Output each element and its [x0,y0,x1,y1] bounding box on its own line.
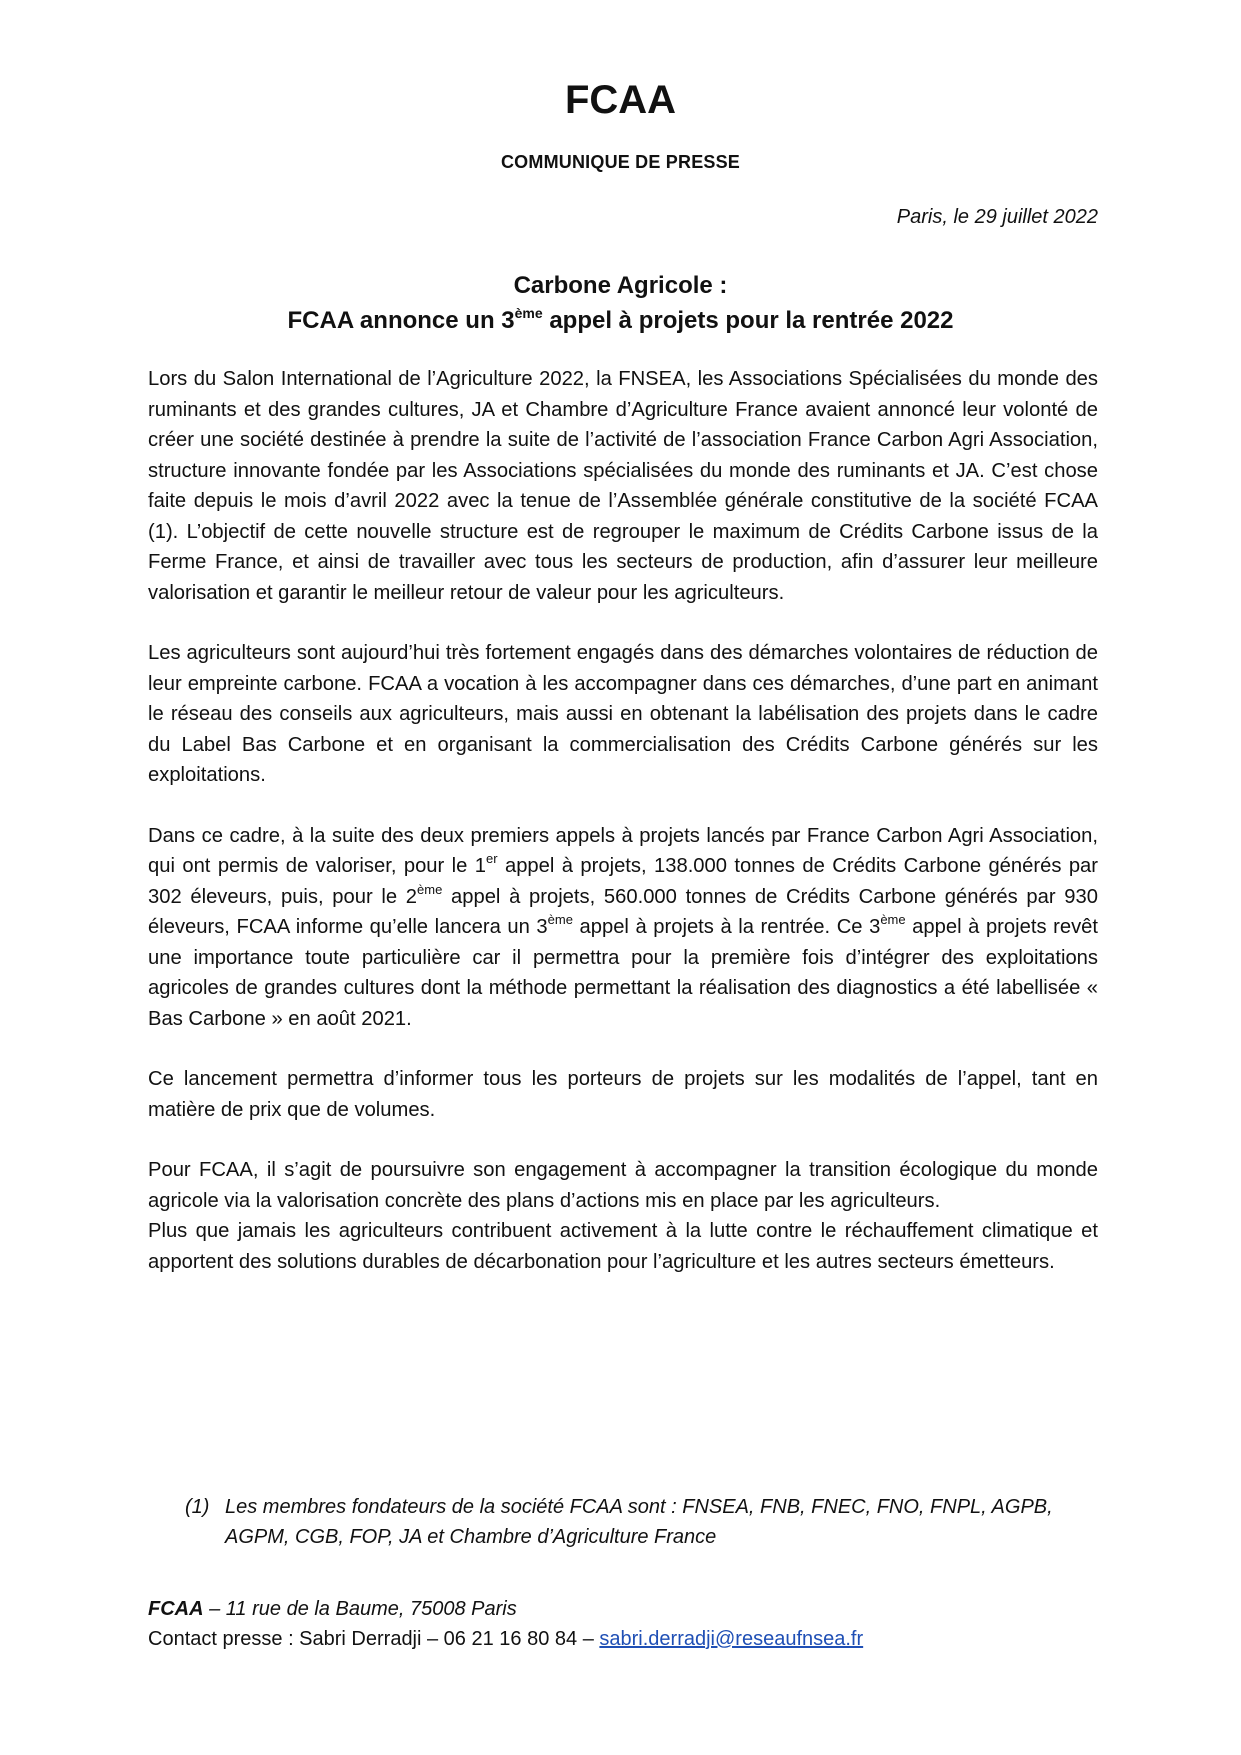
date-line: Paris, le 29 juillet 2022 [896,206,1098,228]
paragraph-3-part-b: appel à projets, 138.000 tonnes de Crédits Carbone générés par 302 éleveurs, puis, pour le 2 [148,855,1098,908]
paragraph-3-part-a: Dans ce cadre, à la suite des deux premiers appels à projets lancés par France Carbon Agri Association, qui ont permis de valoriser, pour le 1 [148,824,1098,877]
footnote-number: (1) [185,1496,210,1518]
footer-address-line [148,1594,863,1624]
contact-email-link[interactable]: sabri.derradji@reseaufnsea.fr [599,1628,864,1650]
paragraph-3-part-e: appel à projets revêt une importance toute particulière car il permettra pour la première fois d’intégrer des exploitations agricoles de grandes cultures dont la méthode permettant la réalisation des diagnostics a été labellisée « Bas Carbone » en août 2021. [148,916,1098,1030]
paragraph-3 [148,821,1098,1035]
footer-org: FCAA [148,1598,204,1620]
footnote-text: Les membres fondateurs de la société FCAA sont : FNSEA, FNB, FNEC, FNO, FNPL, AGPB, AGPM, CGB, FOP, JA et Chambre d’Agriculture France [225,1496,1053,1548]
paragraph-3-part-d: appel à projets à la rentrée. Ce 3 [572,916,881,938]
headline-superscript: ème [514,305,543,321]
footnote [185,1492,1098,1552]
body-text [148,364,1098,1307]
superscript-er: er [486,851,498,866]
paragraph-3-part-c: appel à projets, 560.000 tonnes de Crédits Carbone générés par 930 éleveurs, FCAA informe qu’elle lancera un 3 [148,885,1098,938]
superscript-eme-3: ème [880,912,906,927]
footer-address: – 11 rue de la Baume, 75008 Paris [203,1598,517,1620]
paragraph-1: Lors du Salon International de l’Agriculture 2022, la FNSEA, les Associations Spécialisées du monde des ruminants et des grandes cultures, JA et Chambre d’Agriculture France avaient annoncé leur volonté de créer une société destinée à prendre la suite de l’activité de l’association France Carbon Agri Association, structure innovante fondée par les Associations spécialisées du monde des ruminants et JA. C’est chose faite depuis le mois d’avril 2022 avec la tenue de l’Assemblée générale constitutive de la société FCAA (1). L’objectif de cette nouvelle structure est de regrouper le maximum de Crédits Carbone issus de la Ferme France, et ainsi de travailler avec tous les secteurs de production, afin d’assurer leur meilleure valorisation et garantir le meilleur retour de valeur pour les agriculteurs. [148,368,1098,604]
paragraph-5: Pour FCAA, il s’agit de poursuivre son engagement à accompagner la transition écologique du monde agricole via la valorisation concrète des plans d’actions mis en place par les agriculteurs. [148,1159,1098,1212]
superscript-eme-1: ème [417,881,443,897]
footer [148,1594,863,1654]
headline [0,268,1241,338]
headline-line-2 [288,307,954,334]
headline-line-1: Carbone Agricole : [513,272,728,299]
organization-title: FCAA [564,78,677,122]
paragraph-4: Ce lancement permettra d’informer tous les porteurs de projets sur les modalités de l’appel, tant en matière de prix que de volumes. [148,1068,1098,1121]
document-type: COMMUNIQUE DE PRESSE [500,152,741,172]
superscript-eme-2: ème [547,912,573,927]
paragraph-6: Plus que jamais les agriculteurs contribuent activement à la lutte contre le réchauffement climatique et apportent des solutions durables de décarbonation pour l’agriculture et les autres secteurs émetteurs. [148,1220,1098,1273]
headline-text-a: FCAA annonce un 3 [287,307,515,334]
footer-contact-line [148,1624,863,1654]
headline-text-b: appel à projets pour la rentrée 2022 [542,307,954,334]
footer-contact: Contact presse : Sabri Derradji – 06 21 16 80 84 – [148,1628,600,1650]
paragraph-2: Les agriculteurs sont aujourd’hui très fortement engagés dans des démarches volontaires de réduction de leur empreinte carbone. FCAA a vocation à les accompagner dans ces démarches, d’une part en animant le réseau des conseils aux agriculteurs, mais aussi en obtenant la labélisation des projets dans le cadre du Label Bas Carbone et en organisant la commercialisation des Crédits Carbone générés sur les exploitations. [148,642,1098,786]
